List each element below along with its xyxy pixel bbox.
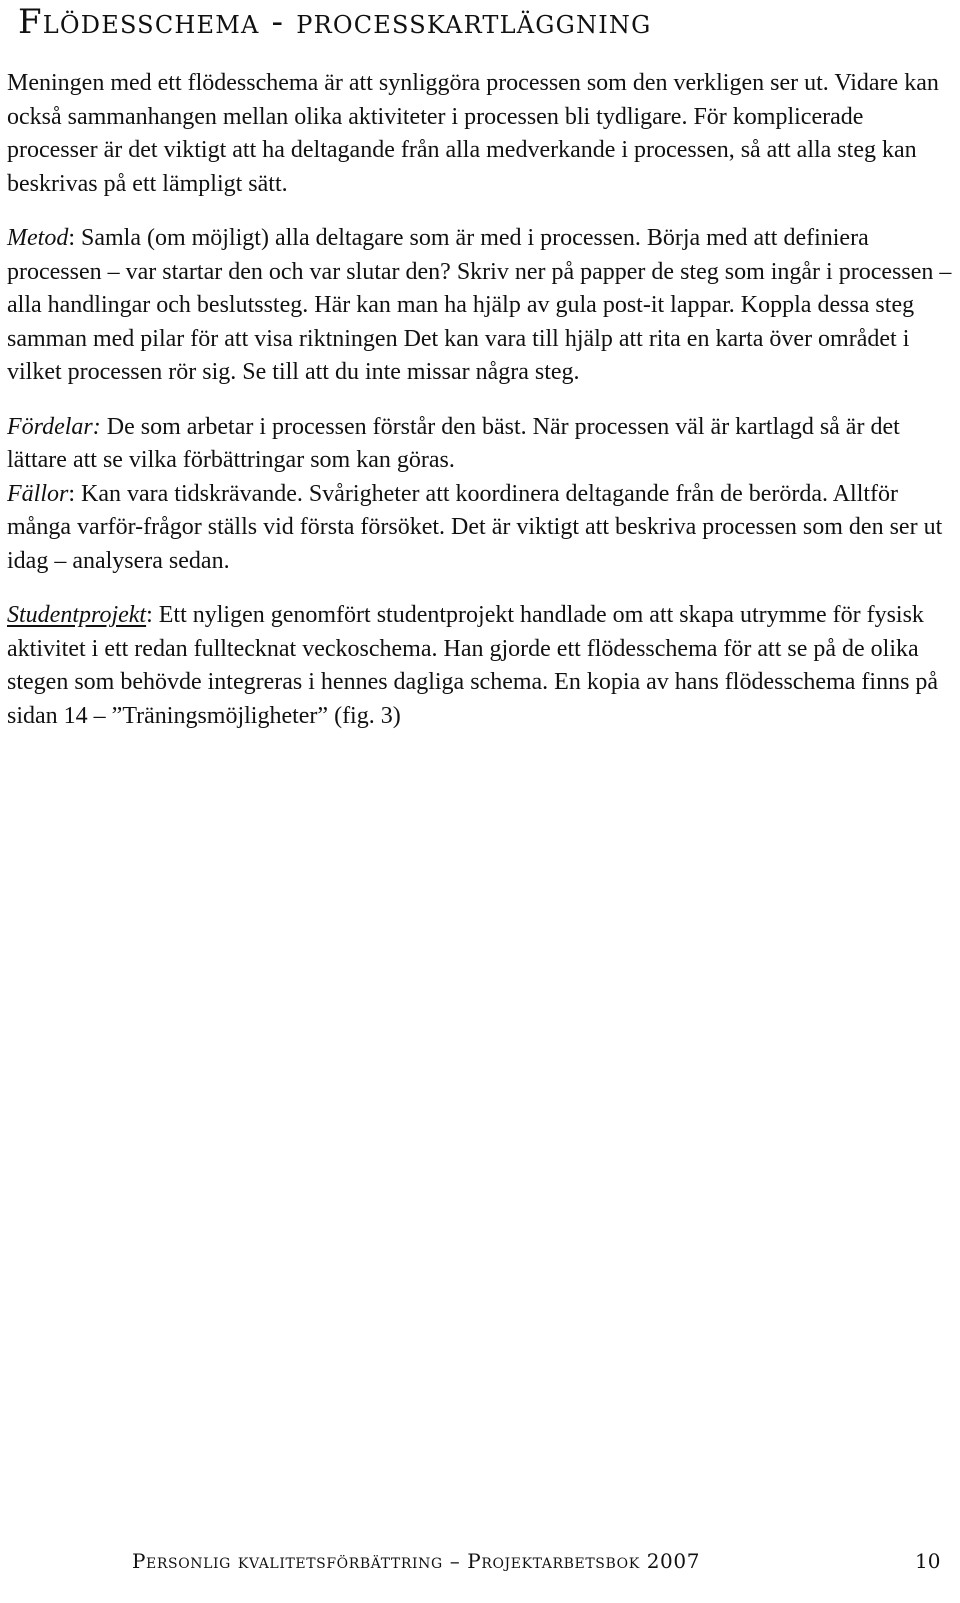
document-body xyxy=(7,67,955,754)
page-footer xyxy=(0,1544,960,1584)
pitfalls-text: Kan vara tidskrävande. Svårigheter att koordinera deltagande från de berörda. Alltför många varför-frågor ställs vid första försöket. Det är viktigt att beskriva processen som den ser ut idag – analysera sedan. xyxy=(7,480,943,574)
student-project-label: Studentprojekt xyxy=(7,602,147,628)
method-label-separator: : xyxy=(68,225,75,251)
advantages-paragraph xyxy=(7,411,955,478)
pitfalls-label: Fällor xyxy=(7,480,69,507)
advantages-text: De som arbetar i processen förstår den bäst. När processen väl är kartlagd så är det lättare att se vilka förbättringar som kan göras. xyxy=(7,413,900,473)
method-text: Samla (om möjligt) alla deltagare som är med i processen. Börja med att definiera processen – var startar den och var slutar den? Skriv ner på papper de steg som ingår i processen – alla handlingar och beslutssteg. Här kan man ha hjälp av gula post-it lappar. Koppla dessa steg samman med pilar för att visa riktningen Det kan vara till hjälp att rita en karta över området i vilket processen rör sig. Se till att du inte missar några steg. xyxy=(7,225,952,385)
page-title: Flödesschema - processkartläggning xyxy=(18,2,652,42)
pitfalls-label-separator: : xyxy=(68,480,76,507)
student-project-text: Ett nyligen genomfört studentprojekt handlade om att skapa utrymme för fysisk aktivitet i ett redan fulltecknat veckoschema. Han gjorde ett flödesschema för att se på de olika stegen som behövde integreras i hennes dagliga schema. En kopia av hans flödesschema finns på sidan 14 – ”Träningsmöjligheter” (fig. 3) xyxy=(7,602,939,729)
student-project-paragraph xyxy=(7,599,955,733)
method-paragraph xyxy=(7,222,955,390)
intro-paragraph: Meningen med ett flödesschema är att synliggöra processen som den verkligen ser ut. Vidare kan också sammanhangen mellan olika aktiviteter i processen bli tydligare. För komplicerade processer är det viktigt att ha deltagande från alla medverkande i processen, så att alla steg kan beskrivas på ett lämpligt sätt. xyxy=(7,70,939,197)
footer-title: Personlig kvalitetsförbättring – Projektarbetsbok 2007 xyxy=(132,1549,701,1573)
page-number: 10 xyxy=(915,1549,941,1573)
pitfalls-paragraph xyxy=(7,478,955,579)
student-project-label-separator: : xyxy=(146,602,153,628)
method-label: Metod xyxy=(7,225,69,251)
advantages-label: Fördelar: xyxy=(7,413,101,440)
